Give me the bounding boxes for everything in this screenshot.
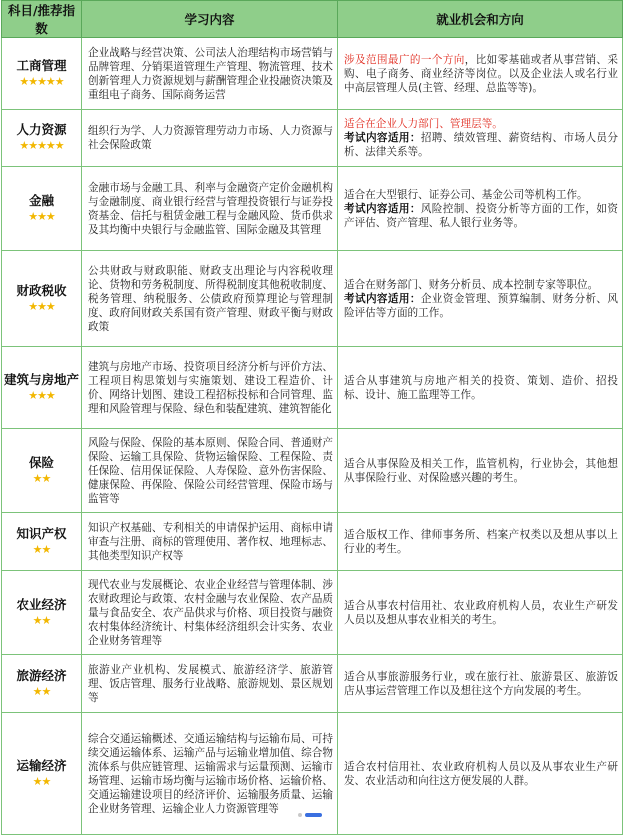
content-cell: 综合交通运输概述、交通运输结构与运输布局、可持续交通运输体系、运输产品与运输业增加值、综合物流体系与供应链管理、运输需求与运量预测、运输市场管理、运输市场均衡与运输市场价格、运输价格、交通运输建设项目的经济评价、运输服务质量、运输企业财务管理、运输企业人力资源管理等 [82,713,338,835]
subject-name: 金融 [28,192,54,208]
subject-cell [2,251,82,347]
subject-name: 农业经济 [16,596,67,612]
career-intro: 适合在大型银行、证券公司、基金公司等机构工作。 [344,188,588,201]
indicator-active-bar [305,813,322,817]
table-header-row [2,1,623,38]
career-highlight: 适合在企业人力部门、管理层等。 [344,118,503,130]
career-text: 风险控制、投资分析等方面的工作，如资产评估、资产管理、私人银行业务等。 [344,202,618,229]
table-row [2,429,623,513]
subject-name: 旅游经济 [16,667,67,683]
subject-name: 知识产权 [16,525,67,541]
career-cell [338,38,623,110]
table-row [2,38,623,110]
exam-label: 考试内容适用： [344,292,421,305]
subject-name: 财政税收 [16,282,67,298]
career-text: 招聘、绩效管理、薪资结构、市场人员分析、法律关系等。 [344,132,618,158]
page-indicator [298,813,322,817]
exam-label: 考试内容适用： [344,132,421,144]
rating-stars: ★★ [32,542,51,556]
subject-cell [2,571,82,655]
exam-label: 考试内容适用： [344,202,421,215]
career-cell: 适合农村信用社、农业政府机构人员以及从事农业生产研发、农业活动和向往这方便发展的人群。 [338,713,623,835]
content-cell: 组织行为学、人力资源管理劳动力市场、人力资源与社会保险政策 [82,110,338,167]
subject-cell [2,167,82,251]
career-cell [338,110,623,167]
subject-cell [2,655,82,713]
career-cell [338,167,623,251]
rating-stars: ★★ [32,684,51,698]
content-cell: 旅游业产业机构、发展模式、旅游经济学、旅游管理、饭店管理、服务行业战略、旅游规划、景区规划等 [82,655,338,713]
content-cell: 风险与保险、保险的基本原则、保险合同、普通财产保险、运输工具保险、货物运输保险、工程保险、责任保险、信用保证保险、人寿保险、意外伤害保险、健康保险、再保险、保险公司经营管理、保险市场与监管等 [82,429,338,513]
career-highlight: 涉及范围最广的一个方向 [344,53,465,66]
table-row [2,513,623,571]
subject-name: 工商管理 [16,57,67,73]
table-row [2,347,623,429]
header-career: 就业机会和方向 [338,1,623,38]
career-intro: 适合在财务部门、财务分析员、成本控制专家等职位。 [344,278,599,291]
table-row [2,571,623,655]
rating-stars: ★★ [32,613,51,627]
subject-cell [2,513,82,571]
header-content: 学习内容 [82,1,338,38]
career-cell: 适合从事农村信用社、农业政府机构人员，农业生产研发人员以及想从事农业相关的考生。 [338,571,623,655]
subject-cell [2,347,82,429]
subject-cell [2,38,82,110]
subject-cell [2,110,82,167]
subject-name: 人力资源 [16,122,67,137]
career-text: ，比如零基础或者从事营销、采购、电子商务、商业经济等岗位。以及企业法人或名行业中高层管理人员(主管、经理、总监等等)。 [344,53,619,94]
content-cell: 现代农业与发展概论、农业企业经营与管理体制、涉农财政理论与政策、农村金融与农业保险、农产品质量与食品安全、农产品供求与价格、项目投资与融资农村集体经济统计、村集体经济组织会计实务、农业企业财务管理等 [82,571,338,655]
table-row [2,110,623,167]
content-cell: 企业战略与经营决策、公司法人治理结构市场营销与品牌管理、分销渠道管理生产管理、物流管理、技术创新管理人力资源规划与薪酬管理企业投融资决策及重组电子商务、国际商务运营 [82,38,338,110]
rating-stars: ★★★★★ [19,139,64,152]
table-row [2,251,623,347]
indicator-dot [298,813,302,817]
subject-name: 建筑与房地产 [3,371,79,387]
subject-cell [2,429,82,513]
header-subject: 科目/推荐指数 [2,1,82,38]
career-cell: 适合从事旅游服务行业，或在旅行社、旅游景区、旅游饭店从事运营管理工作以及想往这个方向发展的考生。 [338,655,623,713]
rating-stars: ★★ [32,774,51,788]
content-cell: 知识产权基础、专利相关的申请保护运用、商标申请审查与注册、商标的管理使用、著作权、地理标志、其他类型知识产权等 [82,513,338,571]
career-cell [338,251,623,347]
rating-stars: ★★★★★ [19,74,64,88]
rating-stars: ★★ [32,471,51,485]
content-cell: 金融市场与金融工具、利率与金融资产定价金融机构与金融制度、商业银行经营与管理投资银行与证券投资基金、信托与租赁金融工程与金融风险、货币供求及其均衡中央银行与金融监管、国际金融及其管理 [82,167,338,251]
subject-name: 保险 [28,454,54,470]
content-cell: 建筑与房地产市场、投资项目经济分析与评价方法、工程项目构思策划与实施策划、建设工程造价、计价、网络计划图、建设工程招标投标和合同管理、监理和风险管理与保险、绿色和装配建筑、建筑智能化 [82,347,338,429]
major-comparison-table [1,0,623,835]
rating-stars: ★★★ [28,209,55,223]
career-cell: 适合版权工作、律师事务所、档案产权类以及想从事以上行业的考生。 [338,513,623,571]
subject-cell [2,713,82,835]
table-row [2,655,623,713]
rating-stars: ★★★ [28,299,55,313]
career-text: 企业资金管理、预算编制、财务分析、风险评估等方面的工作。 [344,292,618,319]
table-row [2,167,623,251]
rating-stars: ★★★ [28,388,55,402]
career-cell: 适合从事建筑与房地产相关的投资、策划、造价、招投标、设计、施工监理等工作。 [338,347,623,429]
content-cell: 公共财政与财政职能、财政支出理论与内容税收理论、货物和劳务税制度、所得税制度其他税收制度、税务管理、纳税服务、公债政府预算理论与管理制度、政府间财政关系国有资产管理、财政平衡与财政政策 [82,251,338,347]
career-cell: 适合从事保险及相关工作，监管机构，行业协会，其他想从事保险行业、对保险感兴趣的考生。 [338,429,623,513]
subject-name: 运输经济 [16,757,67,773]
